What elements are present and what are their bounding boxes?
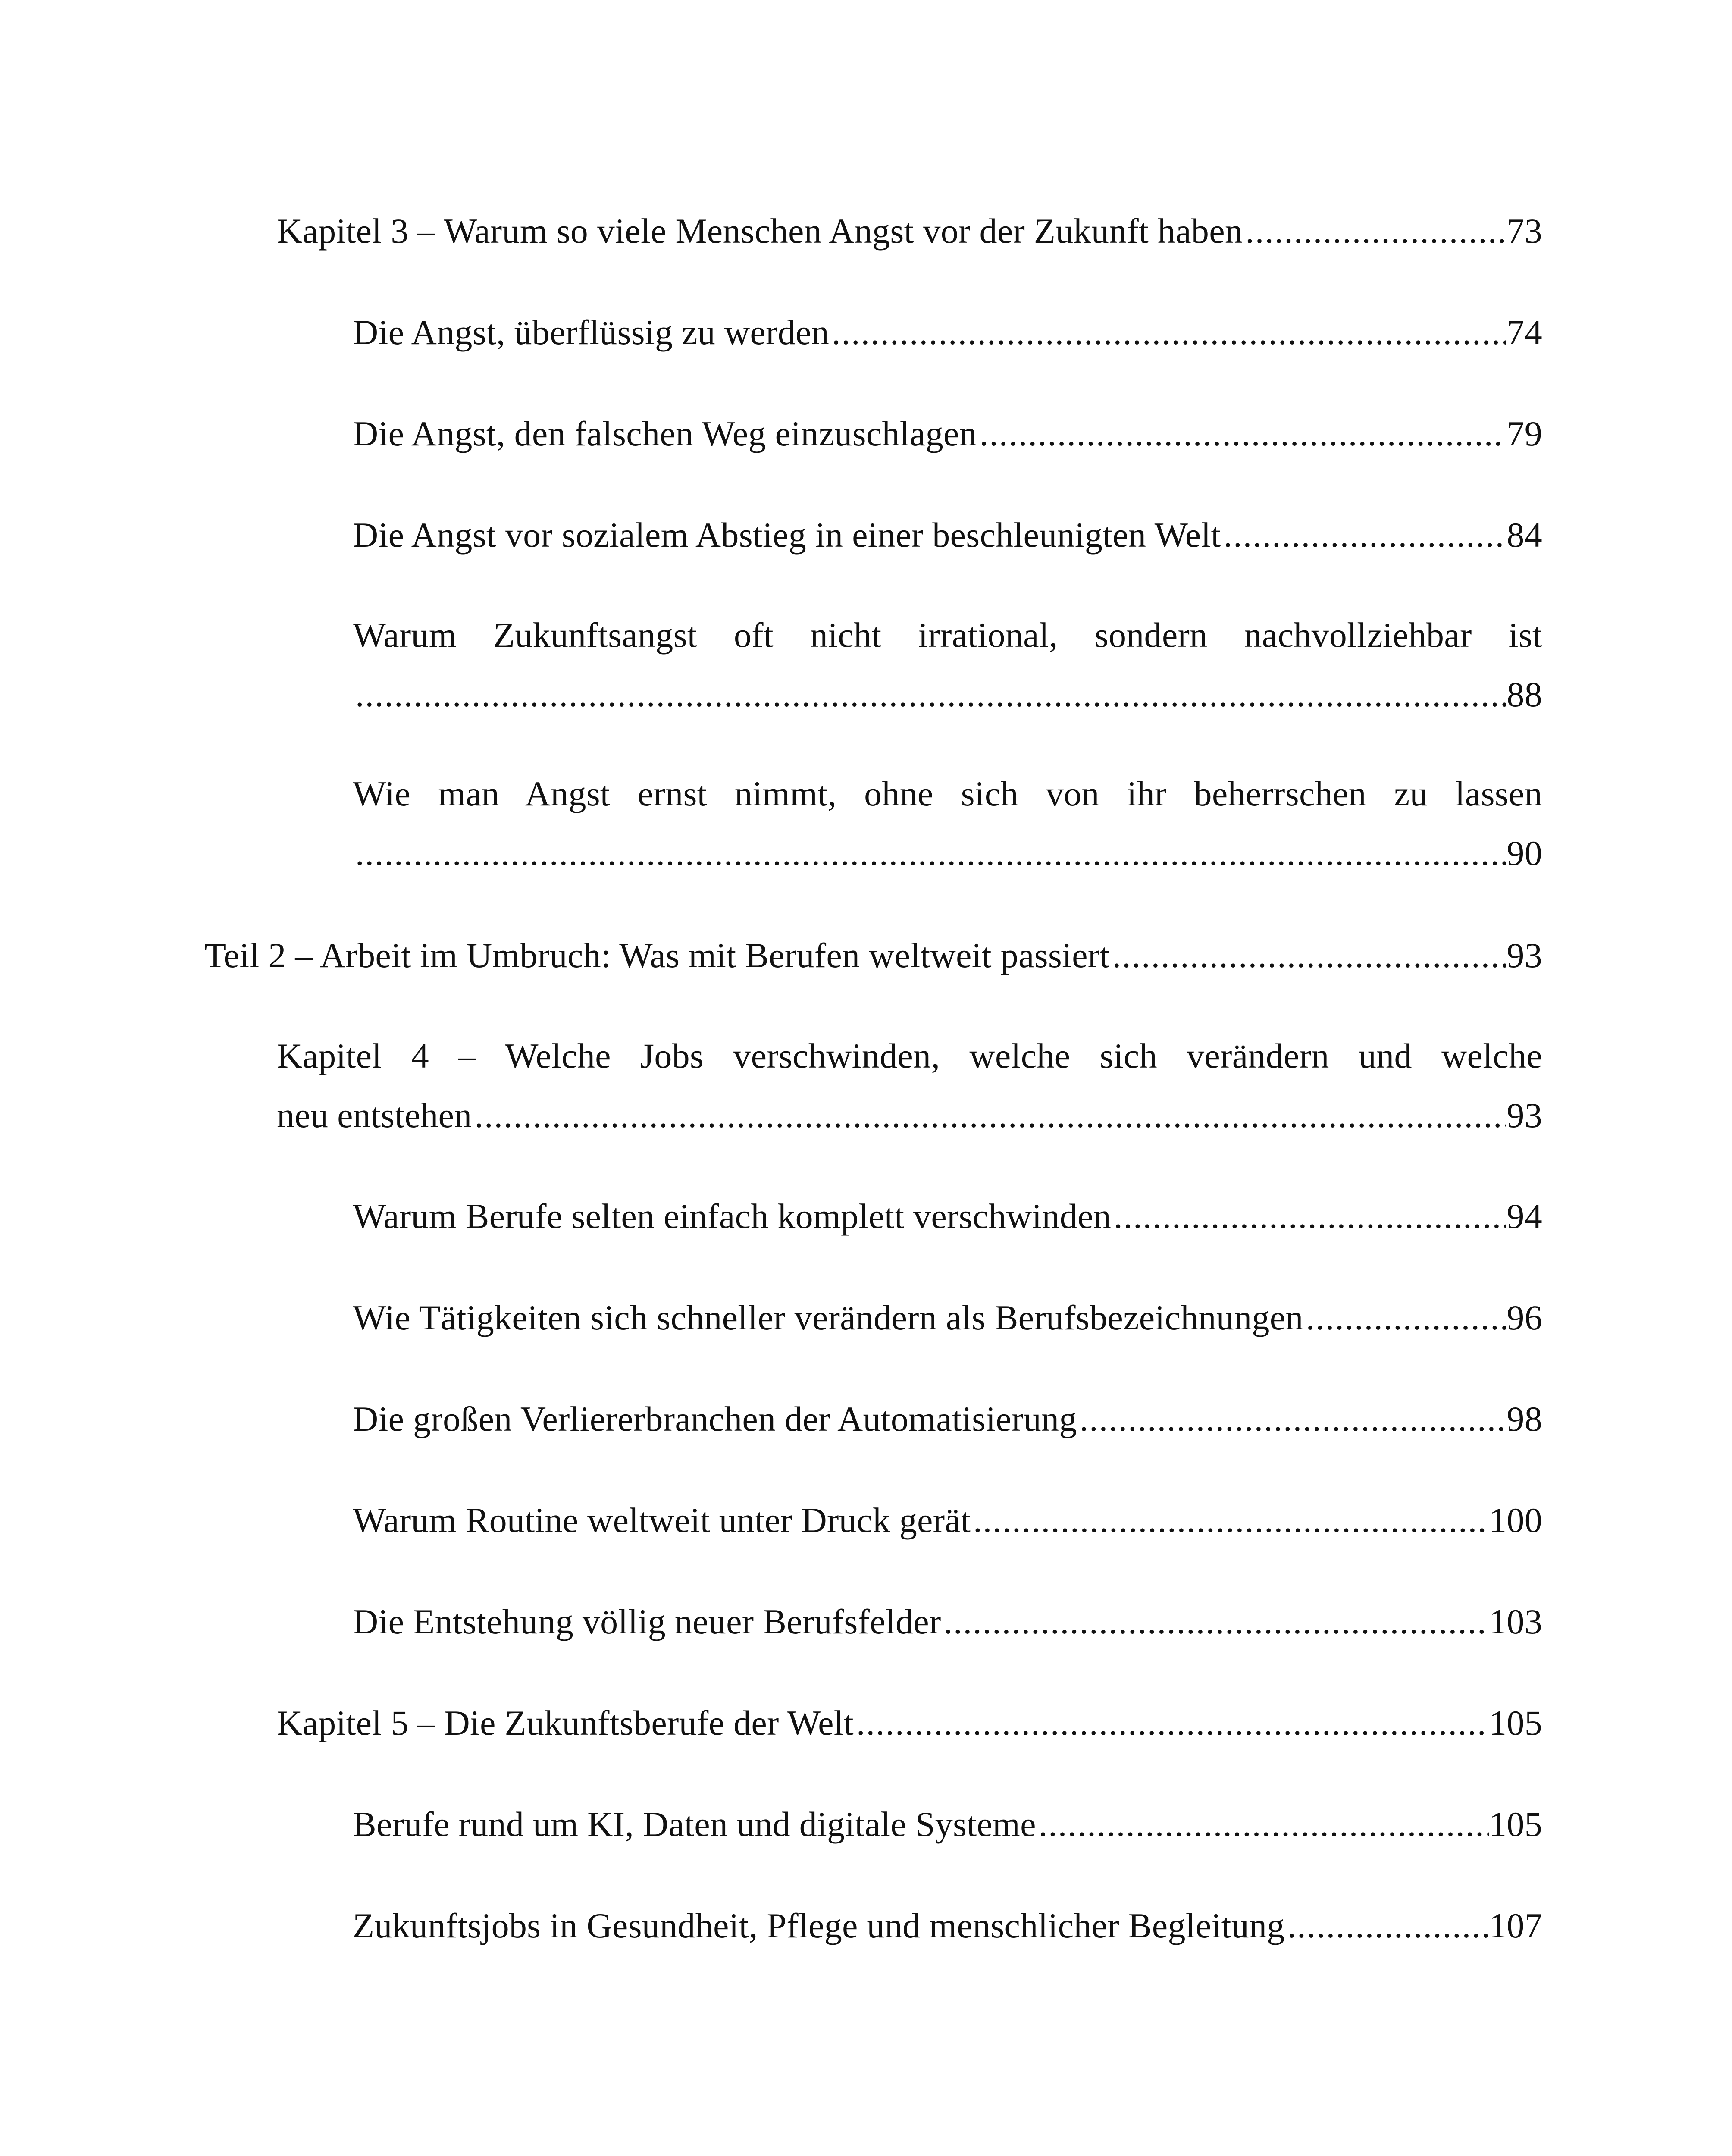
toc-entry-title: Kapitel 4 – Welche Jobs verschwinden, welche sich verändern und welche <box>277 1036 1542 1075</box>
toc-page-number: 88 <box>1506 675 1542 714</box>
dot-leader <box>1303 1288 1507 1348</box>
toc-entry-title: Zukunftsjobs in Gesundheit, Pflege und menschlicher Begleitung <box>353 1906 1285 1945</box>
toc-entry-leader-line <box>353 824 1542 883</box>
dot-leader <box>971 1491 1489 1550</box>
toc-entry-title: Die großen Verliererbranchen der Automatisierung <box>353 1399 1077 1438</box>
toc-page-number: 73 <box>1506 211 1542 251</box>
toc-entry-title: Die Entstehung völlig neuer Berufsfelder <box>353 1602 941 1641</box>
toc-page-number: 107 <box>1489 1906 1542 1945</box>
toc-page-number: 94 <box>1506 1197 1542 1236</box>
toc-entry-kapitel-4[interactable] <box>277 1026 1542 1145</box>
toc-entry-berufe-verschwinden[interactable] <box>353 1187 1542 1246</box>
toc-page-number: 90 <box>1506 834 1542 873</box>
toc-entry-title: Warum Berufe selten einfach komplett verschwinden <box>353 1197 1112 1236</box>
toc-entry-angst-ernst-nehmen[interactable] <box>353 764 1542 883</box>
toc-page-number: 103 <box>1489 1602 1542 1641</box>
toc-entry-routine-unter-druck[interactable] <box>353 1491 1542 1550</box>
dot-leader <box>1243 201 1506 261</box>
toc-entry-title: Kapitel 5 – Die Zukunftsberufe der Welt <box>277 1703 854 1742</box>
toc-page-number: 98 <box>1506 1399 1542 1438</box>
dot-leader <box>1077 1389 1507 1449</box>
toc-page-number: 79 <box>1506 414 1542 453</box>
toc-entry-angst-falscher-weg[interactable] <box>353 404 1542 464</box>
toc-entry-neue-berufsfelder[interactable] <box>353 1592 1542 1651</box>
toc-entry-title: Warum Routine weltweit unter Druck gerät <box>353 1501 971 1540</box>
dot-leader <box>854 1693 1489 1753</box>
dot-leader <box>353 665 1506 724</box>
toc-page-number: 105 <box>1489 1703 1542 1742</box>
dot-leader <box>1111 1187 1506 1246</box>
dot-leader <box>1221 505 1507 565</box>
toc-entry-angst-ueberfluessig[interactable] <box>353 303 1542 362</box>
toc-page-number: 100 <box>1489 1501 1542 1540</box>
toc-page-number: 74 <box>1506 313 1542 352</box>
toc-entry-title: Wie Tätigkeiten sich schneller verändern als Berufsbezeichnungen <box>353 1298 1303 1337</box>
toc-page-number: 93 <box>1506 936 1542 975</box>
toc-page-number: 93 <box>1506 1096 1542 1135</box>
toc-entry-taetigkeiten-veraendern[interactable] <box>353 1288 1542 1348</box>
toc-entry-title: Die Angst vor sozialem Abstieg in einer beschleunigten Welt <box>353 515 1221 555</box>
toc-entry-ki-daten-systeme[interactable] <box>353 1795 1542 1854</box>
toc-page-number: 84 <box>1506 515 1542 555</box>
toc-entry-leader-line <box>353 665 1542 724</box>
dot-leader <box>472 1086 1506 1145</box>
dot-leader <box>829 303 1506 362</box>
toc-entry-title: Wie man Angst ernst nimmt, ohne sich von ihr beherrschen zu lassen <box>353 774 1542 813</box>
toc-entry-zukunftsangst-nachvollziehbar[interactable] <box>353 605 1542 724</box>
toc-entry-title: Berufe rund um KI, Daten und digitale Systeme <box>353 1805 1036 1844</box>
toc-entry-title: Die Angst, den falschen Weg einzuschlagen <box>353 414 977 453</box>
toc-entry-angst-sozialer-abstieg[interactable] <box>353 505 1542 565</box>
toc-entry-title: Kapitel 3 – Warum so viele Menschen Angst vor der Zukunft haben <box>277 211 1243 251</box>
toc-entry-kapitel-3[interactable] <box>277 201 1542 261</box>
toc-entry-kapitel-5[interactable] <box>277 1693 1542 1753</box>
dot-leader <box>1285 1896 1489 1955</box>
toc-entry-title: Warum Zukunftsangst oft nicht irrational, sondern nachvollziehbar ist <box>353 615 1542 655</box>
dot-leader <box>1110 926 1507 985</box>
toc-entry-title: Die Angst, überflüssig zu werden <box>353 313 829 352</box>
toc-entry-leader-line <box>277 1086 1542 1145</box>
dot-leader <box>977 404 1507 464</box>
toc-entry-verliererbranchen[interactable] <box>353 1389 1542 1449</box>
toc-page-number: 96 <box>1506 1298 1542 1337</box>
toc-page-number: 105 <box>1489 1805 1542 1844</box>
toc-entry-gesundheit-pflege[interactable] <box>353 1896 1542 1955</box>
dot-leader <box>941 1592 1489 1651</box>
dot-leader <box>1036 1795 1489 1854</box>
dot-leader <box>353 824 1506 883</box>
toc-entry-teil-2[interactable] <box>204 926 1542 985</box>
toc-entry-title: Teil 2 – Arbeit im Umbruch: Was mit Berufen weltweit passiert <box>204 936 1110 975</box>
toc-entry-title-continued: neu entstehen <box>277 1096 472 1135</box>
